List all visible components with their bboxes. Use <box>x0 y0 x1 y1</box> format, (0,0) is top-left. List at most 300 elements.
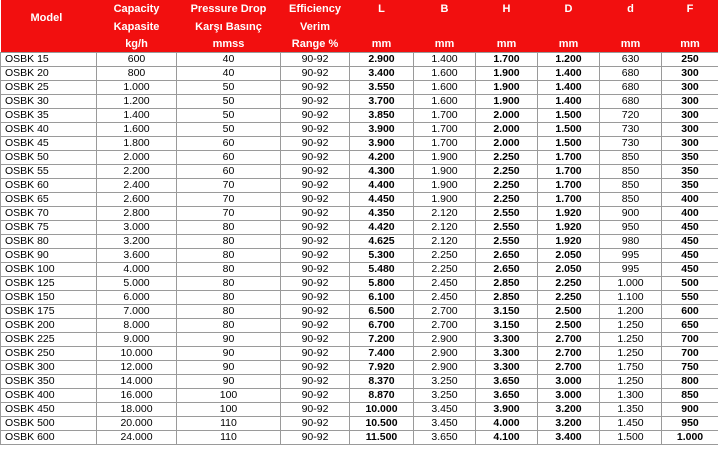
cell-l: 5.480 <box>350 263 414 277</box>
cell-l: 6.100 <box>350 291 414 305</box>
header-efficiency-line2: Verim <box>281 18 350 36</box>
table-row <box>1 53 718 67</box>
cell-model: OSBK 25 <box>1 81 97 95</box>
cell-h: 2.550 <box>476 235 538 249</box>
cell-d: 730 <box>600 123 662 137</box>
cell-h: 2.550 <box>476 221 538 235</box>
cell-pressure: 90 <box>177 361 281 375</box>
cell-d: 2.250 <box>538 277 600 291</box>
cell-f: 750 <box>662 361 718 375</box>
cell-h: 1.700 <box>476 53 538 67</box>
cell-d: 1.000 <box>600 277 662 291</box>
cell-d: 1.350 <box>600 403 662 417</box>
cell-pressure: 80 <box>177 291 281 305</box>
cell-d: 1.920 <box>538 207 600 221</box>
table-row <box>1 389 718 403</box>
cell-f: 300 <box>662 67 718 81</box>
cell-d: 1.500 <box>538 109 600 123</box>
table-row <box>1 249 718 263</box>
table-row <box>1 193 718 207</box>
cell-pressure: 90 <box>177 347 281 361</box>
cell-l: 3.900 <box>350 137 414 151</box>
header-pressure-line1: Pressure Drop <box>177 0 281 18</box>
table-body <box>1 53 718 445</box>
cell-d: 980 <box>600 235 662 249</box>
cell-f: 350 <box>662 151 718 165</box>
cell-d: 2.050 <box>538 263 600 277</box>
cell-efficiency: 90-92 <box>281 193 350 207</box>
cell-l: 4.200 <box>350 151 414 165</box>
cell-efficiency: 90-92 <box>281 151 350 165</box>
cell-capacity: 3.200 <box>97 235 177 249</box>
header-L: L <box>350 0 414 36</box>
table-row <box>1 291 718 305</box>
cell-capacity: 2.600 <box>97 193 177 207</box>
cell-d: 730 <box>600 137 662 151</box>
cell-f: 300 <box>662 137 718 151</box>
table-row <box>1 207 718 221</box>
cell-l: 4.420 <box>350 221 414 235</box>
cell-b: 2.450 <box>414 291 476 305</box>
cell-b: 1.600 <box>414 95 476 109</box>
cell-model: OSBK 125 <box>1 277 97 291</box>
cell-d: 1.250 <box>600 347 662 361</box>
cell-pressure: 40 <box>177 53 281 67</box>
cell-b: 1.900 <box>414 165 476 179</box>
cell-h: 1.900 <box>476 67 538 81</box>
cell-pressure: 80 <box>177 305 281 319</box>
cell-b: 3.250 <box>414 389 476 403</box>
cell-f: 250 <box>662 53 718 67</box>
cell-d: 995 <box>600 263 662 277</box>
header-capacity-line1: Capacity <box>97 0 177 18</box>
cell-f: 450 <box>662 235 718 249</box>
cell-f: 500 <box>662 277 718 291</box>
cell-capacity: 2.000 <box>97 151 177 165</box>
header-F: F <box>662 0 718 36</box>
cell-d: 720 <box>600 109 662 123</box>
cell-d: 1.300 <box>600 389 662 403</box>
cell-pressure: 60 <box>177 137 281 151</box>
cell-capacity: 1.600 <box>97 123 177 137</box>
cell-l: 6.700 <box>350 319 414 333</box>
cell-d: 1.750 <box>600 361 662 375</box>
cell-b: 1.900 <box>414 151 476 165</box>
cell-b: 3.250 <box>414 375 476 389</box>
cell-l: 8.870 <box>350 389 414 403</box>
cell-d: 3.400 <box>538 431 600 445</box>
table-row <box>1 305 718 319</box>
cell-model: OSBK 100 <box>1 263 97 277</box>
cell-f: 700 <box>662 333 718 347</box>
header-H: H <box>476 0 538 36</box>
cell-f: 400 <box>662 207 718 221</box>
cell-capacity: 600 <box>97 53 177 67</box>
cell-d: 2.050 <box>538 249 600 263</box>
cell-model: OSBK 45 <box>1 137 97 151</box>
cell-b: 2.450 <box>414 277 476 291</box>
cell-pressure: 80 <box>177 221 281 235</box>
cell-capacity: 2.800 <box>97 207 177 221</box>
table-row <box>1 235 718 249</box>
cell-f: 650 <box>662 319 718 333</box>
cell-efficiency: 90-92 <box>281 361 350 375</box>
cell-h: 3.150 <box>476 305 538 319</box>
header-model-unit <box>1 36 97 53</box>
cell-efficiency: 90-92 <box>281 347 350 361</box>
cell-f: 300 <box>662 109 718 123</box>
cell-capacity: 7.000 <box>97 305 177 319</box>
table-row <box>1 109 718 123</box>
cell-d: 1.200 <box>538 53 600 67</box>
table-row <box>1 319 718 333</box>
cell-efficiency: 90-92 <box>281 305 350 319</box>
cell-capacity: 20.000 <box>97 417 177 431</box>
table-row <box>1 347 718 361</box>
cell-d: 630 <box>600 53 662 67</box>
cell-h: 3.150 <box>476 319 538 333</box>
table-row <box>1 277 718 291</box>
cell-l: 11.500 <box>350 431 414 445</box>
cell-efficiency: 90-92 <box>281 319 350 333</box>
cell-model: OSBK 175 <box>1 305 97 319</box>
cell-h: 2.250 <box>476 179 538 193</box>
cell-model: OSBK 500 <box>1 417 97 431</box>
cell-b: 2.900 <box>414 361 476 375</box>
cell-b: 1.600 <box>414 81 476 95</box>
cell-l: 7.200 <box>350 333 414 347</box>
cell-capacity: 10.000 <box>97 347 177 361</box>
cell-d: 2.700 <box>538 347 600 361</box>
cell-model: OSBK 50 <box>1 151 97 165</box>
cell-model: OSBK 80 <box>1 235 97 249</box>
cell-capacity: 2.400 <box>97 179 177 193</box>
cell-pressure: 60 <box>177 165 281 179</box>
cell-l: 4.350 <box>350 207 414 221</box>
cell-b: 2.120 <box>414 235 476 249</box>
cell-model: OSBK 30 <box>1 95 97 109</box>
cell-model: OSBK 35 <box>1 109 97 123</box>
cell-capacity: 3.000 <box>97 221 177 235</box>
table-row <box>1 221 718 235</box>
cell-efficiency: 90-92 <box>281 109 350 123</box>
table-row <box>1 333 718 347</box>
cell-h: 2.650 <box>476 263 538 277</box>
cell-pressure: 110 <box>177 417 281 431</box>
cell-pressure: 70 <box>177 179 281 193</box>
cell-h: 2.000 <box>476 123 538 137</box>
header-capacity-unit: kg/h <box>97 36 177 53</box>
cell-b: 2.900 <box>414 333 476 347</box>
cell-f: 300 <box>662 95 718 109</box>
cell-h: 2.250 <box>476 193 538 207</box>
cell-l: 4.450 <box>350 193 414 207</box>
cell-f: 450 <box>662 249 718 263</box>
cell-d: 3.000 <box>538 375 600 389</box>
cell-d: 1.250 <box>600 375 662 389</box>
cell-d: 1.700 <box>538 179 600 193</box>
cell-model: OSBK 150 <box>1 291 97 305</box>
cell-h: 3.900 <box>476 403 538 417</box>
cell-l: 3.850 <box>350 109 414 123</box>
cell-efficiency: 90-92 <box>281 263 350 277</box>
cell-pressure: 50 <box>177 109 281 123</box>
cell-d: 1.100 <box>600 291 662 305</box>
cell-d: 680 <box>600 95 662 109</box>
cell-f: 1.000 <box>662 431 718 445</box>
cell-h: 2.250 <box>476 165 538 179</box>
cell-d: 1.250 <box>600 319 662 333</box>
cell-h: 1.900 <box>476 81 538 95</box>
cell-f: 800 <box>662 375 718 389</box>
cell-efficiency: 90-92 <box>281 67 350 81</box>
header-B-unit: mm <box>414 36 476 53</box>
cell-model: OSBK 20 <box>1 67 97 81</box>
cell-f: 300 <box>662 123 718 137</box>
cell-efficiency: 90-92 <box>281 123 350 137</box>
table-header <box>1 0 718 53</box>
cell-d: 2.700 <box>538 361 600 375</box>
cell-d: 2.500 <box>538 319 600 333</box>
cell-pressure: 100 <box>177 389 281 403</box>
cell-l: 4.400 <box>350 179 414 193</box>
cell-h: 3.300 <box>476 333 538 347</box>
header-d: d <box>600 0 662 36</box>
cell-d: 1.920 <box>538 235 600 249</box>
cell-h: 3.650 <box>476 389 538 403</box>
cell-b: 1.900 <box>414 193 476 207</box>
cell-efficiency: 90-92 <box>281 417 350 431</box>
cell-l: 3.400 <box>350 67 414 81</box>
table-row <box>1 417 718 431</box>
cell-f: 550 <box>662 291 718 305</box>
cell-b: 2.120 <box>414 207 476 221</box>
cell-capacity: 8.000 <box>97 319 177 333</box>
cell-d: 1.400 <box>538 67 600 81</box>
cell-b: 1.700 <box>414 137 476 151</box>
cell-l: 3.700 <box>350 95 414 109</box>
cell-d: 950 <box>600 221 662 235</box>
cell-efficiency: 90-92 <box>281 179 350 193</box>
cell-model: OSBK 400 <box>1 389 97 403</box>
cell-f: 900 <box>662 403 718 417</box>
cell-h: 2.850 <box>476 277 538 291</box>
cell-pressure: 80 <box>177 319 281 333</box>
header-D-unit: mm <box>538 36 600 53</box>
cell-l: 3.900 <box>350 123 414 137</box>
cell-h: 2.000 <box>476 137 538 151</box>
table-row <box>1 67 718 81</box>
cell-pressure: 90 <box>177 333 281 347</box>
cell-d: 850 <box>600 193 662 207</box>
header-B: B <box>414 0 476 36</box>
cell-capacity: 1.400 <box>97 109 177 123</box>
cell-b: 1.400 <box>414 53 476 67</box>
cell-pressure: 80 <box>177 263 281 277</box>
cell-d: 1.500 <box>538 123 600 137</box>
cell-l: 8.370 <box>350 375 414 389</box>
cell-d: 2.500 <box>538 305 600 319</box>
table-row <box>1 81 718 95</box>
cell-efficiency: 90-92 <box>281 235 350 249</box>
cell-efficiency: 90-92 <box>281 431 350 445</box>
cell-pressure: 70 <box>177 193 281 207</box>
table-row <box>1 431 718 445</box>
cell-b: 2.250 <box>414 263 476 277</box>
cell-pressure: 80 <box>177 249 281 263</box>
cell-b: 1.600 <box>414 67 476 81</box>
cell-efficiency: 90-92 <box>281 137 350 151</box>
cell-capacity: 16.000 <box>97 389 177 403</box>
cell-d: 2.700 <box>538 333 600 347</box>
cell-h: 2.650 <box>476 249 538 263</box>
cell-model: OSBK 225 <box>1 333 97 347</box>
cell-d: 680 <box>600 81 662 95</box>
cell-d: 3.000 <box>538 389 600 403</box>
cell-d: 1.450 <box>600 417 662 431</box>
cell-f: 300 <box>662 81 718 95</box>
header-efficiency-line1: Efficiency <box>281 0 350 18</box>
header-capacity-line2: Kapasite <box>97 18 177 36</box>
cell-pressure: 60 <box>177 151 281 165</box>
cell-pressure: 80 <box>177 277 281 291</box>
cell-d: 1.250 <box>600 333 662 347</box>
cell-model: OSBK 450 <box>1 403 97 417</box>
cell-f: 700 <box>662 347 718 361</box>
cell-efficiency: 90-92 <box>281 53 350 67</box>
table-row <box>1 137 718 151</box>
cell-l: 10.500 <box>350 417 414 431</box>
cell-capacity: 1.200 <box>97 95 177 109</box>
cell-efficiency: 90-92 <box>281 291 350 305</box>
cell-capacity: 2.200 <box>97 165 177 179</box>
cell-h: 4.100 <box>476 431 538 445</box>
cell-model: OSBK 200 <box>1 319 97 333</box>
cell-d: 1.700 <box>538 193 600 207</box>
cell-h: 4.000 <box>476 417 538 431</box>
cell-d: 1.400 <box>538 81 600 95</box>
cell-b: 1.700 <box>414 109 476 123</box>
cell-b: 2.700 <box>414 305 476 319</box>
cell-model: OSBK 600 <box>1 431 97 445</box>
cell-d: 3.200 <box>538 403 600 417</box>
cell-efficiency: 90-92 <box>281 249 350 263</box>
cell-pressure: 100 <box>177 403 281 417</box>
cell-f: 350 <box>662 165 718 179</box>
cell-capacity: 4.000 <box>97 263 177 277</box>
cell-d: 850 <box>600 151 662 165</box>
cell-d: 900 <box>600 207 662 221</box>
table-row <box>1 403 718 417</box>
cell-capacity: 5.000 <box>97 277 177 291</box>
cell-h: 3.650 <box>476 375 538 389</box>
cell-capacity: 18.000 <box>97 403 177 417</box>
cell-model: OSBK 60 <box>1 179 97 193</box>
header-pressure-line2: Karşı Basınç <box>177 18 281 36</box>
cell-b: 3.450 <box>414 403 476 417</box>
cell-pressure: 90 <box>177 375 281 389</box>
cell-d: 2.250 <box>538 291 600 305</box>
cell-l: 2.900 <box>350 53 414 67</box>
cell-d: 3.200 <box>538 417 600 431</box>
cell-h: 2.850 <box>476 291 538 305</box>
cell-pressure: 110 <box>177 431 281 445</box>
cell-efficiency: 90-92 <box>281 389 350 403</box>
cell-model: OSBK 75 <box>1 221 97 235</box>
header-D: D <box>538 0 600 36</box>
header-H-unit: mm <box>476 36 538 53</box>
cell-b: 2.900 <box>414 347 476 361</box>
cell-h: 2.550 <box>476 207 538 221</box>
cell-model: OSBK 65 <box>1 193 97 207</box>
cell-pressure: 70 <box>177 207 281 221</box>
cell-capacity: 24.000 <box>97 431 177 445</box>
table-row <box>1 165 718 179</box>
cell-d: 1.200 <box>600 305 662 319</box>
cell-d: 1.920 <box>538 221 600 235</box>
cell-capacity: 1.800 <box>97 137 177 151</box>
cell-l: 5.800 <box>350 277 414 291</box>
cell-model: OSBK 300 <box>1 361 97 375</box>
cell-l: 7.400 <box>350 347 414 361</box>
cell-b: 2.120 <box>414 221 476 235</box>
cell-efficiency: 90-92 <box>281 221 350 235</box>
header-model: Model <box>1 0 97 36</box>
cell-efficiency: 90-92 <box>281 81 350 95</box>
cell-d: 1.500 <box>538 137 600 151</box>
cell-capacity: 800 <box>97 67 177 81</box>
cell-l: 10.000 <box>350 403 414 417</box>
cell-h: 3.300 <box>476 361 538 375</box>
cell-model: OSBK 15 <box>1 53 97 67</box>
cell-l: 4.625 <box>350 235 414 249</box>
cell-pressure: 50 <box>177 123 281 137</box>
cell-f: 600 <box>662 305 718 319</box>
cell-f: 850 <box>662 389 718 403</box>
cell-model: OSBK 40 <box>1 123 97 137</box>
cell-d: 1.500 <box>600 431 662 445</box>
cell-f: 450 <box>662 221 718 235</box>
cell-pressure: 50 <box>177 95 281 109</box>
cell-efficiency: 90-92 <box>281 277 350 291</box>
table-row <box>1 179 718 193</box>
header-pressure-unit: mmss <box>177 36 281 53</box>
cell-capacity: 12.000 <box>97 361 177 375</box>
table-row <box>1 263 718 277</box>
cell-capacity: 14.000 <box>97 375 177 389</box>
cell-l: 3.550 <box>350 81 414 95</box>
table-row <box>1 95 718 109</box>
cell-l: 7.920 <box>350 361 414 375</box>
cell-d: 680 <box>600 67 662 81</box>
cell-efficiency: 90-92 <box>281 95 350 109</box>
cell-pressure: 50 <box>177 81 281 95</box>
cell-capacity: 9.000 <box>97 333 177 347</box>
table-row <box>1 361 718 375</box>
cell-pressure: 80 <box>177 235 281 249</box>
cell-model: OSBK 350 <box>1 375 97 389</box>
header-F-unit: mm <box>662 36 718 53</box>
cell-d: 1.400 <box>538 95 600 109</box>
cell-f: 450 <box>662 263 718 277</box>
cell-efficiency: 90-92 <box>281 333 350 347</box>
cell-pressure: 40 <box>177 67 281 81</box>
cell-h: 2.250 <box>476 151 538 165</box>
cell-l: 6.500 <box>350 305 414 319</box>
cell-b: 2.700 <box>414 319 476 333</box>
cell-f: 350 <box>662 179 718 193</box>
cell-b: 2.250 <box>414 249 476 263</box>
